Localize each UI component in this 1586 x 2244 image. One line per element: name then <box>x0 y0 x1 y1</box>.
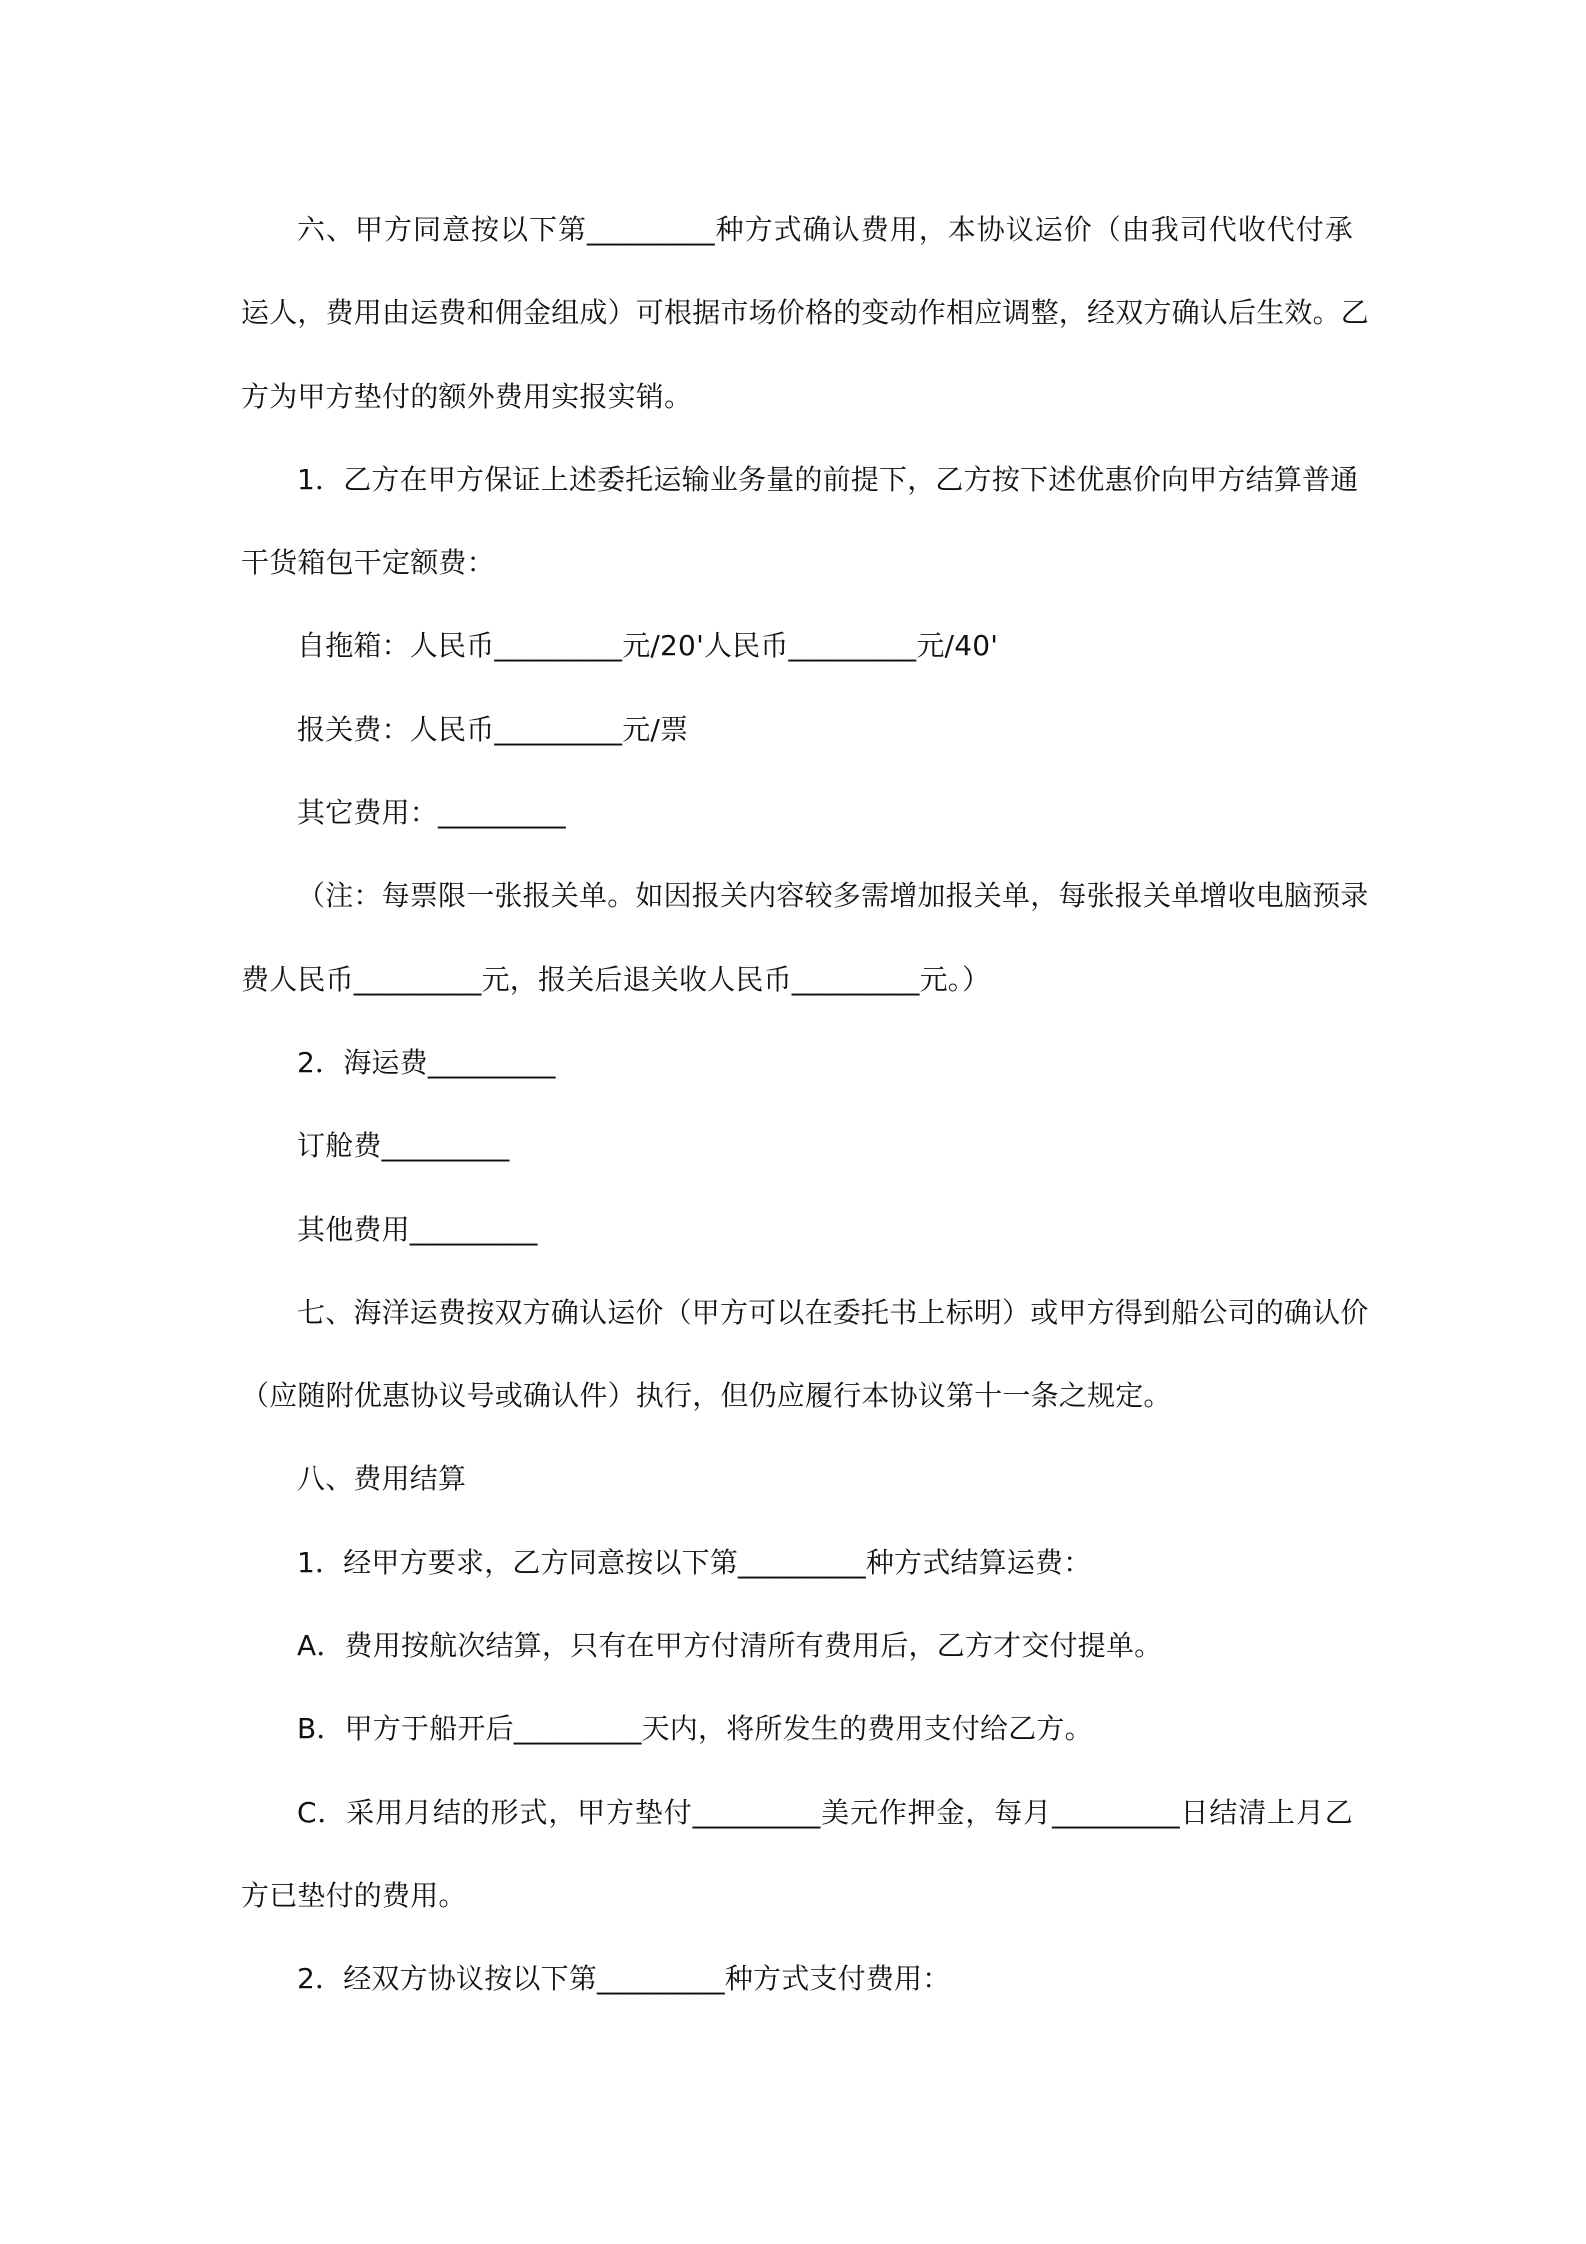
document-line: 方为甲方垫付的额外费用实报实销。 <box>241 379 693 413</box>
document-line: （应随附优惠协议号或确认件）执行，但仍应履行本协议第十一条之规定。 <box>241 1379 1172 1413</box>
document-line: 方已垫付的费用。 <box>241 1878 467 1912</box>
document-line: （注：每票限一张报关单。如因报关内容较多需增加报关单，每张报关单增收电脑预录 <box>297 879 1369 913</box>
document-line: 七、海洋运费按双方确认运价（甲方可以在委托书上标明）或甲方得到船公司的确认价 <box>297 1295 1369 1329</box>
document-line: A．费用按航次结算，只有在甲方付清所有费用后，乙方才交付提单。 <box>297 1629 1163 1663</box>
document-line: 运人，费用由运费和佣金组成）可根据市场价格的变动作相应调整，经双方确认后生效。乙 <box>241 296 1370 330</box>
document-line: 干货箱包干定额费： <box>241 546 495 580</box>
document-line: C．采用月结的形式，甲方垫付_________美元作押金，每月_________日结清上月乙 <box>297 1795 1353 1829</box>
document-line: 六、甲方同意按以下第_________种方式确认费用，本协议运价（由我司代收代付承 <box>297 213 1353 246</box>
document-line: 费人民币_________元，报关后退关收人民币_________元。） <box>241 962 991 996</box>
document-line: 2．海运费_________ <box>297 1045 556 1079</box>
document-line: 自拖箱：人民币_________元/20'人民币_________元/40' <box>297 629 999 663</box>
document-line: 订舱费_________ <box>297 1129 510 1163</box>
document-line: 其它费用：_________ <box>297 796 566 830</box>
document-body <box>241 207 1370 2040</box>
document-line: 1．乙方在甲方保证上述委托运输业务量的前提下，乙方按下述优惠价向甲方结算普通 <box>297 462 1359 496</box>
document-line: 1．经甲方要求，乙方同意按以下第_________种方式结算运费： <box>297 1545 1092 1579</box>
document-line: 八、费用结算 <box>297 1462 467 1496</box>
document-line: 其他费用_________ <box>297 1212 538 1246</box>
document-line: 报关费：人民币_________元/票 <box>297 712 689 746</box>
document-line: 2．经双方协议按以下第_________种方式支付费用： <box>297 1962 951 1996</box>
document-line: B．甲方于船开后_________天内，将所发生的费用支付给乙方。 <box>297 1712 1093 1746</box>
